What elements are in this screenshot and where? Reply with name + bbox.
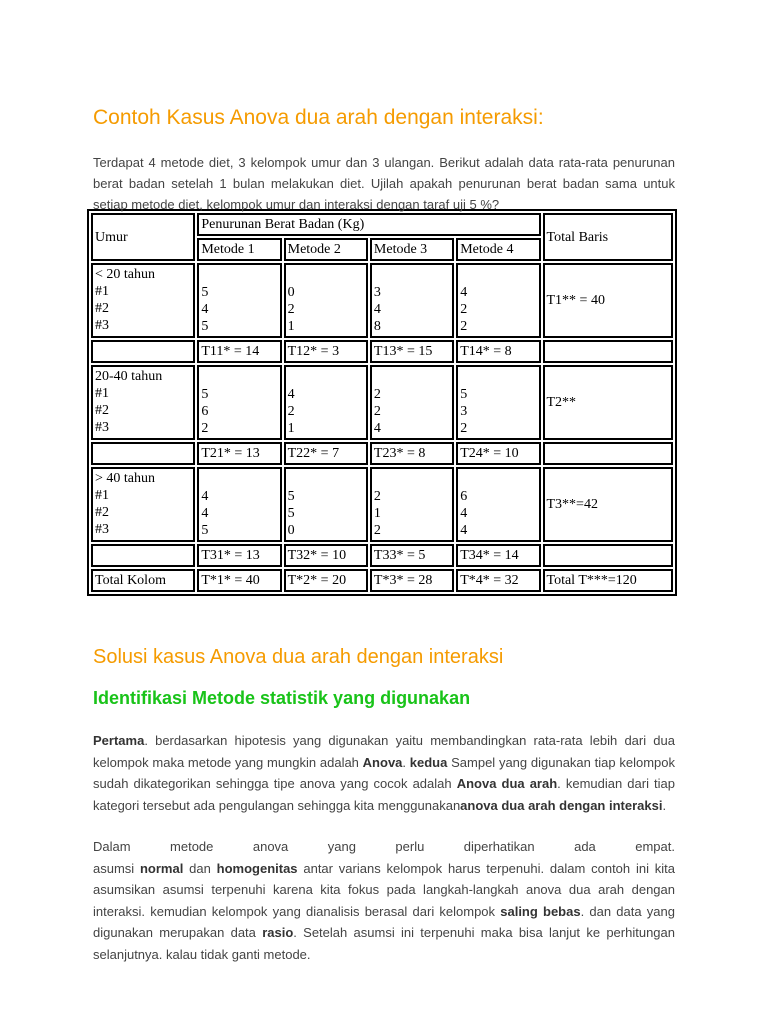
cell-value: 4 (201, 302, 209, 317)
cell-value: 3 (460, 404, 468, 419)
row-total: T3**=42 (543, 467, 674, 542)
value-cell (456, 365, 540, 440)
cell-value: 3 (373, 285, 381, 300)
subtotal: T32* = 10 (284, 544, 368, 567)
total-kolom-label: Total Kolom (91, 569, 195, 592)
value-cell (284, 365, 368, 440)
text-line: Dalam metode anova yang perlu diperhatikan ada empat. (93, 839, 675, 854)
row-total: T2** (543, 365, 674, 440)
method-header: Metode 1 (197, 238, 281, 261)
cell-value: 5 (201, 523, 209, 538)
cell-value: 5 (287, 506, 295, 521)
intro-paragraph: Terdapat 4 metode diet, 3 kelompok umur dan 3 ulangan. Berikut adalah data rata-rata penurunan berat badan setelah 1 bulan melakukan diet. Ujilah apakah penurunan berat badan sama untuk setiap metode diet, kelompok umur dan interaksi dengan taraf uji 5 %? (93, 155, 675, 212)
rep-label: #3 (95, 522, 109, 537)
group-label: < 20 tahun (95, 267, 155, 282)
empty-cell (91, 442, 195, 465)
method-header: Metode 4 (456, 238, 540, 261)
cell-value: 2 (373, 489, 381, 504)
value-cell (370, 263, 454, 338)
value-cell (197, 365, 281, 440)
page-title: Contoh Kasus Anova dua arah dengan interaksi: (93, 106, 544, 129)
article (93, 104, 675, 965)
value-cell (456, 467, 540, 542)
cell-value: 4 (460, 523, 468, 538)
method-heading: Identifikasi Metode statistik yang digunakan (93, 688, 471, 708)
subtotal: T33* = 5 (370, 544, 454, 567)
bold-term: saling bebas (500, 903, 581, 919)
rep-label: #1 (95, 488, 109, 503)
row-total: T1** = 40 (543, 263, 674, 338)
cell-value: 1 (287, 421, 295, 436)
header-total-baris: Total Baris (543, 213, 674, 261)
text-run: . dan data yang digunakan merupakan data (93, 903, 675, 940)
text-run: Sampel yang digunakan tiap kelompok sudah dikategorikan sehingga tipe anova yang cocok adalah (93, 754, 675, 791)
solution-heading: Solusi kasus Anova dua arah dengan interaksi (93, 646, 504, 668)
data-table (87, 209, 677, 596)
header-group: Penurunan Berat Badan (Kg) (197, 213, 540, 236)
value-cell (197, 467, 281, 542)
cell-value: 5 (201, 285, 209, 300)
subtotal: T11* = 14 (197, 340, 281, 363)
cell-value: 5 (201, 319, 209, 334)
subtotal: T13* = 15 (370, 340, 454, 363)
empty-cell (543, 544, 674, 567)
text-run: . (402, 754, 410, 770)
cell-value: 4 (373, 302, 381, 317)
cell-value: 1 (287, 319, 295, 334)
empty-cell (91, 340, 195, 363)
subtotal: T34* = 14 (456, 544, 540, 567)
table-subtotal-row (91, 442, 673, 465)
cell-value: 6 (460, 489, 468, 504)
subtotal: T21* = 13 (197, 442, 281, 465)
bold-term: rasio (262, 925, 294, 940)
group-label: 20-40 tahun (95, 369, 163, 384)
group-label-cell (91, 365, 195, 440)
text-run: . (662, 797, 667, 813)
cell-value: 2 (460, 319, 468, 334)
cell-value: 2 (373, 523, 381, 538)
column-total: T*2* = 20 (284, 569, 368, 592)
method-header: Metode 3 (370, 238, 454, 261)
text-run: asumsi (93, 860, 140, 876)
rep-label: #1 (95, 386, 109, 401)
subtotal: T23* = 8 (370, 442, 454, 465)
cell-value: 6 (201, 404, 209, 419)
empty-cell (91, 544, 195, 567)
table-row (91, 467, 673, 542)
text-run: . kemudian dari tiap kategori tersebut ada pengulangan sehingga kita menggunakan (93, 776, 676, 813)
grand-total: Total T***=120 (543, 569, 674, 592)
rep-label: #3 (95, 318, 109, 333)
cell-value: 8 (373, 319, 381, 334)
group-label: > 40 tahun (95, 471, 155, 486)
bold-term: homogenitas (216, 860, 298, 876)
column-total: T*4* = 32 (456, 569, 540, 592)
value-cell (284, 263, 368, 338)
value-cell (284, 467, 368, 542)
cell-value: 4 (201, 506, 209, 521)
cell-value: 5 (460, 387, 468, 402)
cell-value: 1 (373, 506, 381, 521)
cell-value: 2 (373, 387, 381, 402)
group-label-cell (91, 467, 195, 542)
cell-value: 2 (460, 421, 468, 436)
table-subtotal-row (91, 544, 673, 567)
cell-value: 5 (287, 489, 295, 504)
rep-label: #2 (95, 403, 109, 418)
bold-term: kedua (409, 754, 448, 770)
cell-value: 2 (201, 421, 209, 436)
text-run: antar varians kelompok harus terpenuhi. dalam contoh ini kita asumsikan asumsi terpenuhi karena kita fokus pada langkah-langkah anova dua arah dengan interaksi. kemudian kelompok yang dianalisis berasal dari kelompok (93, 860, 675, 919)
text-run: dan (183, 860, 217, 876)
bold-term: Pertama (93, 733, 145, 748)
rep-label: #1 (95, 284, 109, 299)
cell-value: 4 (460, 285, 468, 300)
table-header-row (91, 213, 673, 236)
rep-label: #2 (95, 301, 109, 316)
cell-value: 4 (460, 506, 468, 521)
cell-value: 2 (373, 404, 381, 419)
bold-term: Anova (362, 754, 403, 770)
cell-value: 4 (201, 489, 209, 504)
cell-value: 2 (460, 302, 468, 317)
empty-cell (543, 442, 674, 465)
subtotal: T14* = 8 (456, 340, 540, 363)
value-cell (370, 365, 454, 440)
cell-value: 4 (373, 421, 381, 436)
value-cell (197, 263, 281, 338)
cell-value: 2 (287, 302, 295, 317)
column-total: T*1* = 40 (197, 569, 281, 592)
subtotal: T12* = 3 (284, 340, 368, 363)
bold-term: normal (139, 860, 184, 876)
group-label-cell (91, 263, 195, 338)
paragraph-1 (93, 730, 675, 816)
empty-cell (543, 340, 674, 363)
subtotal: T31* = 13 (197, 544, 281, 567)
value-cell (456, 263, 540, 338)
paragraph-2 (93, 836, 675, 965)
table-row (91, 263, 673, 338)
cell-value: 0 (287, 285, 295, 300)
method-header: Metode 2 (284, 238, 368, 261)
header-umur: Umur (91, 213, 195, 261)
table-row (91, 365, 673, 440)
cell-value: 4 (287, 387, 295, 402)
cell-value: 5 (201, 387, 209, 402)
rep-label: #3 (95, 420, 109, 435)
bold-term: Anova dua arah (456, 776, 558, 791)
subtotal: T22* = 7 (284, 442, 368, 465)
cell-value: 2 (287, 404, 295, 419)
subtotal: T24* = 10 (456, 442, 540, 465)
value-cell (370, 467, 454, 542)
table-subtotal-row (91, 340, 673, 363)
text-run: . Setelah asumsi ini terpenuhi maka bisa lanjut ke perhitungan selanjutnya. kalau tidak ganti metode. (93, 925, 675, 962)
cell-value: 0 (287, 523, 295, 538)
table-total-row (91, 569, 673, 592)
rep-label: #2 (95, 505, 109, 520)
text-run: . berdasarkan hipotesis yang digunakan yaitu membandingkan rata-rata lebih dari dua kelompok maka metode yang mungkin adalah (93, 733, 675, 770)
bold-term: anova dua arah dengan interaksi (460, 797, 663, 813)
column-total: T*3* = 28 (370, 569, 454, 592)
